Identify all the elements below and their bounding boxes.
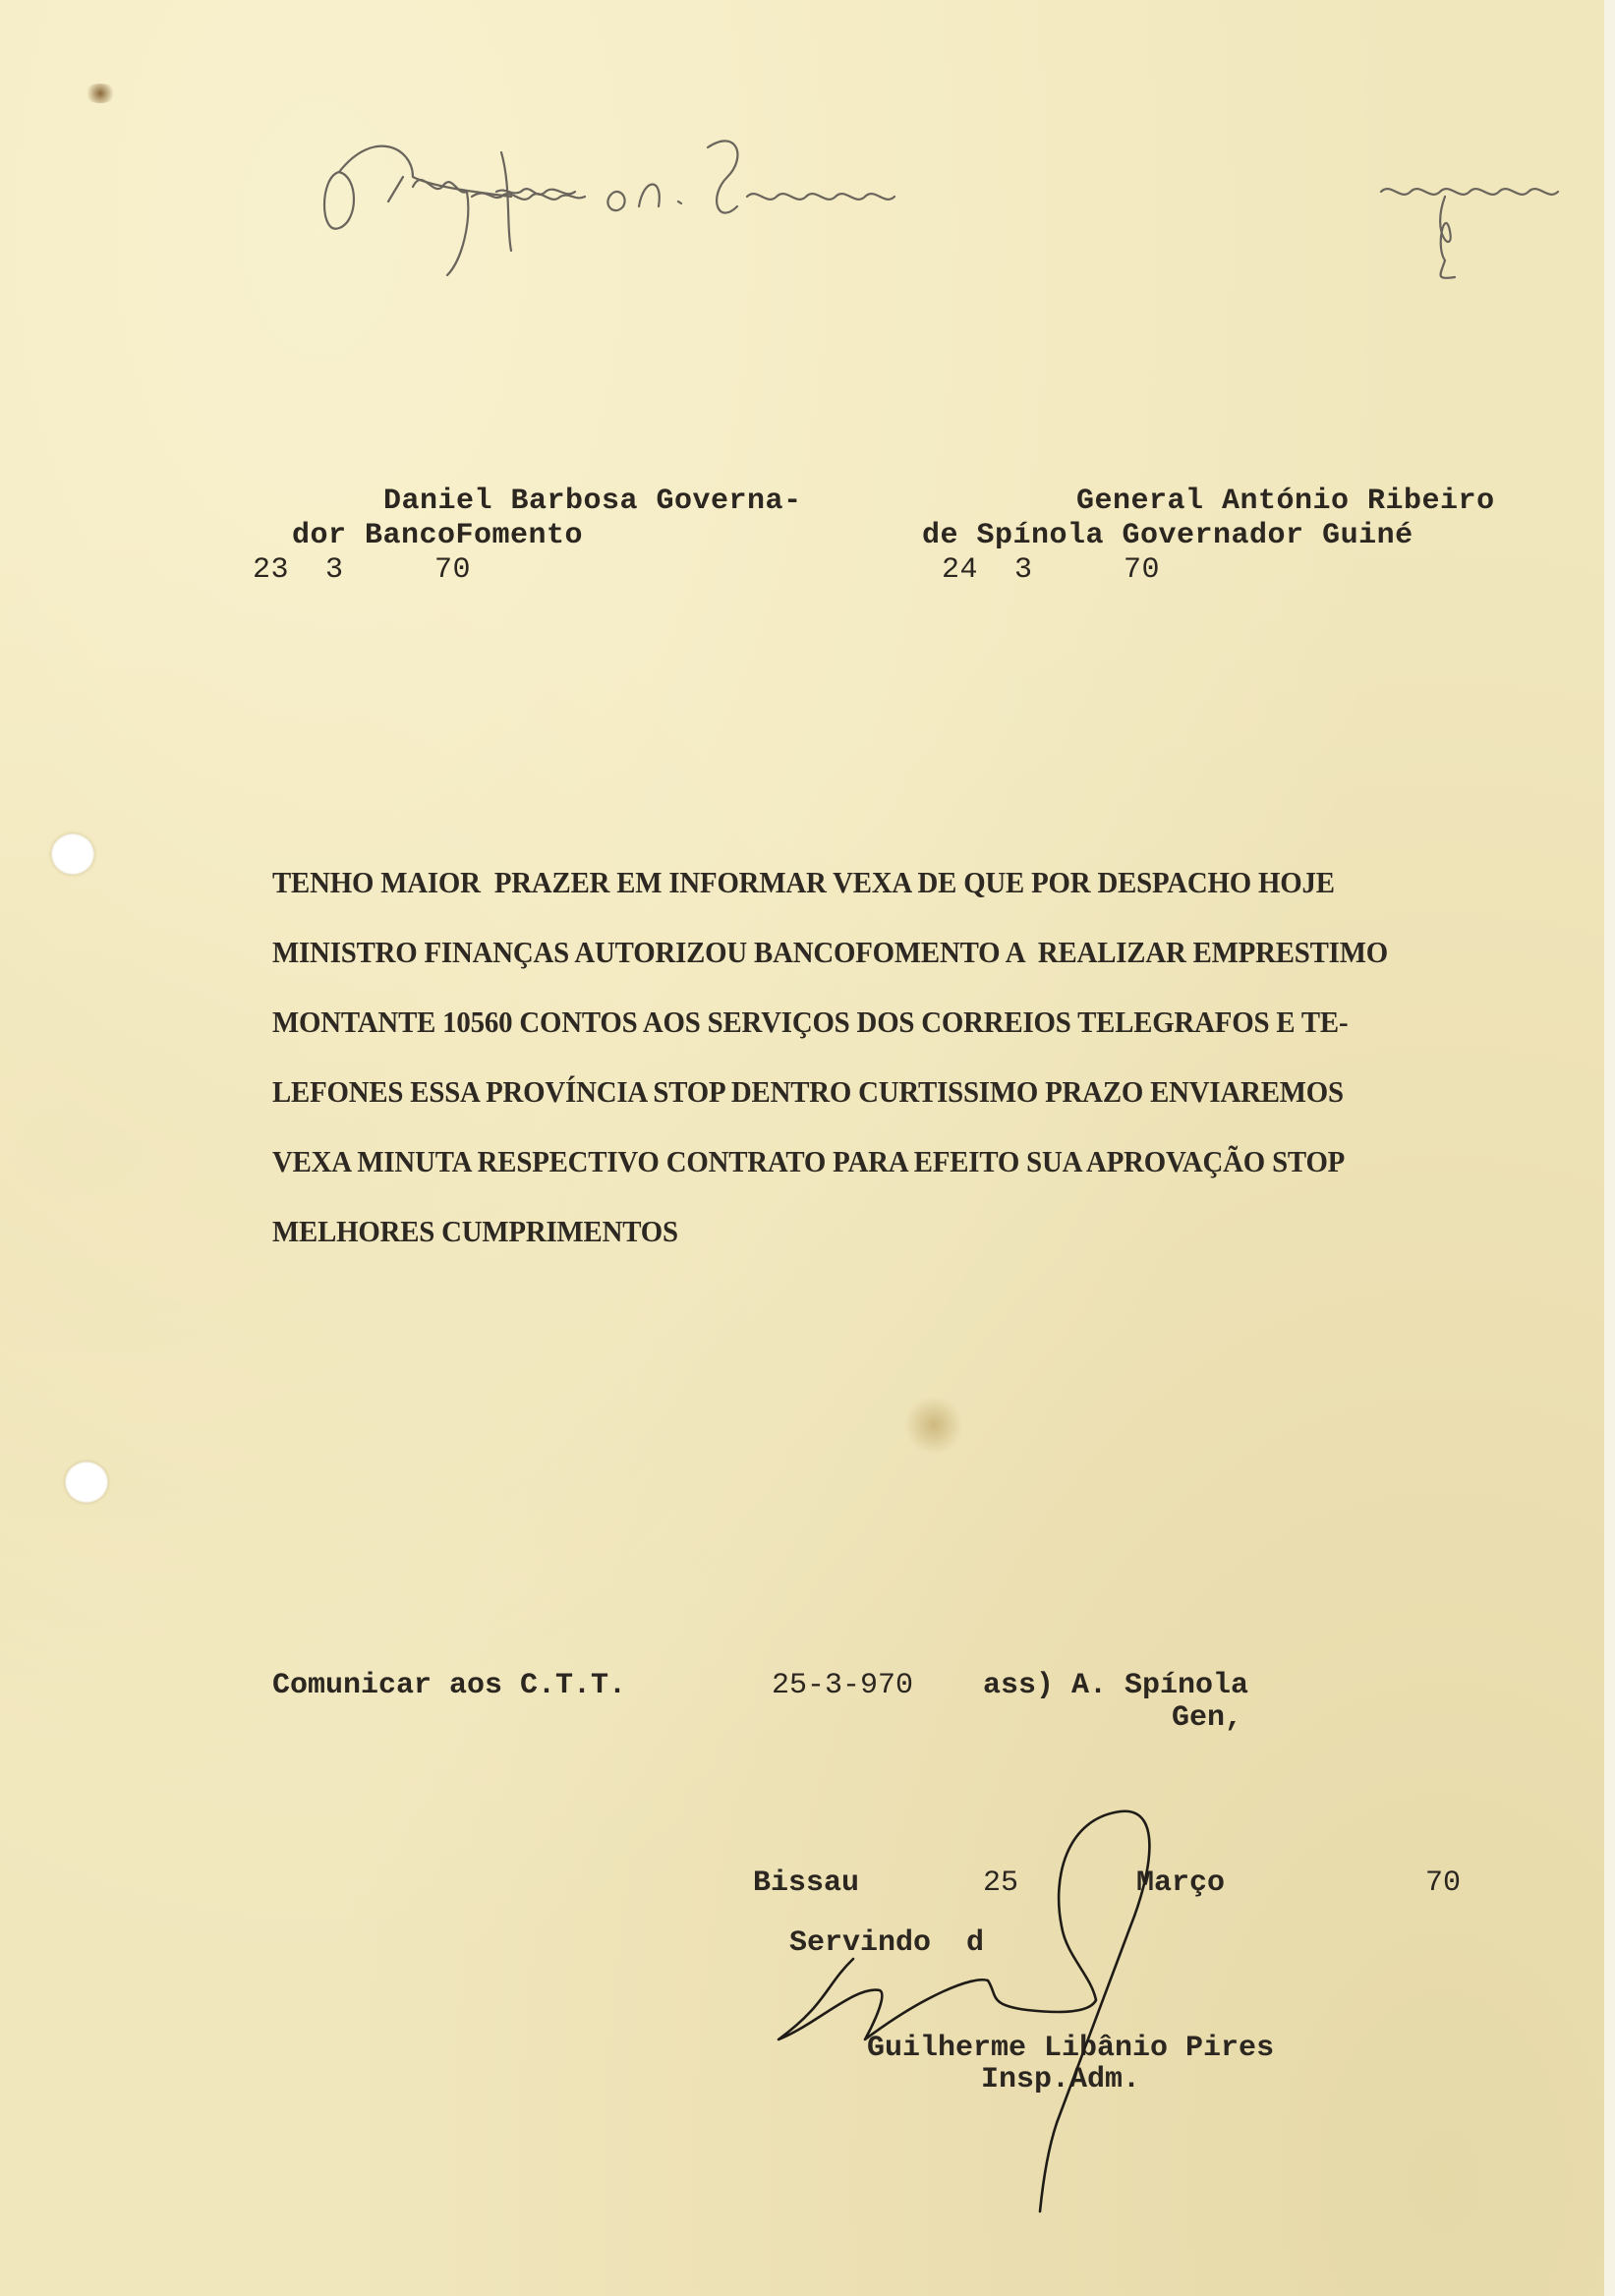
body-line-4: LEFONES ESSA PROVÍNCIA STOP DENTRO CURTISSIMO PRAZO ENVIAREMOS [272, 1074, 1344, 1109]
body-line-5: VEXA MINUTA RESPECTIVO CONTRATO PARA EFEITO SUA APROVAÇÃO STOP [272, 1144, 1346, 1178]
sender-name-line-1: Daniel Barbosa Governa- [383, 485, 802, 518]
closing-serving: Servindo d [789, 1926, 985, 1960]
footer-signed: ass) A. Spínola [983, 1669, 1249, 1702]
signatory-title: Insp.Adm. [981, 2063, 1141, 2096]
body-line-6: MELHORES CUMPRIMENTOS [272, 1214, 678, 1248]
footer-date: 25-3-970 [772, 1669, 914, 1702]
body-line-1: TENHO MAIOR PRAZER EM INFORMAR VEXA DE QUE POR DESPACHO HOJE [272, 865, 1335, 899]
recipient-name-line-2: de Spínola Governador Guiné [922, 519, 1413, 552]
closing-place: Bissau [753, 1866, 860, 1900]
footer-rank: Gen, [1172, 1701, 1243, 1735]
closing-day: 25 [983, 1866, 1019, 1900]
sender-date: 23 3 70 [253, 553, 472, 587]
body-line-3: MONTANTE 10560 CONTOS AOS SERVIÇOS DOS CORREIOS TELEGRAFOS E TE- [272, 1004, 1349, 1039]
recipient-name-line-1: General António Ribeiro [1076, 485, 1495, 518]
closing-year: 70 [1425, 1866, 1462, 1900]
recipient-date: 24 3 70 [942, 553, 1161, 587]
signatory-name: Guilherme Libânio Pires [867, 2032, 1275, 2065]
sender-name-line-2: dor BancoFomento [292, 519, 584, 552]
closing-month: Março [1136, 1866, 1226, 1900]
body-line-2: MINISTRO FINANÇAS AUTORIZOU BANCOFOMENTO A REALIZAR EMPRESTIMO [272, 935, 1388, 969]
footer-instruction: Comunicar aos C.T.T. [272, 1669, 627, 1702]
